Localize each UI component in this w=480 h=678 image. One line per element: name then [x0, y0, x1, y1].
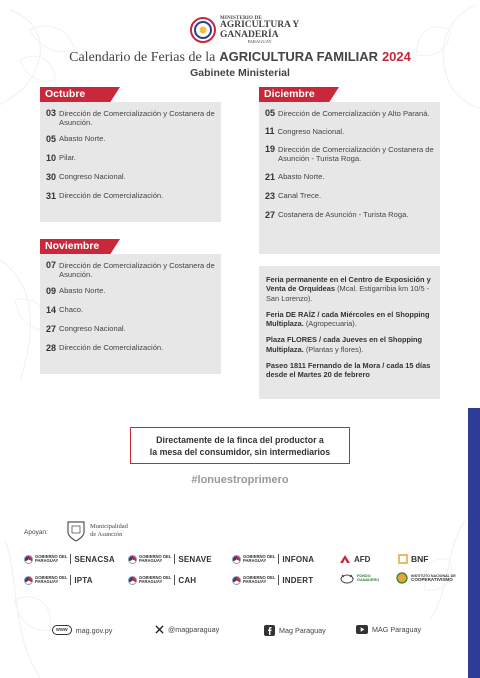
flower-decoration-icon	[420, 520, 470, 620]
title-serif-part: Calendario de Ferias de la	[69, 50, 216, 65]
month-label: Octubre	[45, 88, 86, 100]
list-item	[46, 260, 215, 280]
page-title	[0, 48, 480, 66]
bnf-logo-icon	[398, 554, 408, 564]
youtube-link[interactable]: MAG Paraguay	[372, 625, 422, 634]
list-item	[266, 361, 433, 380]
event-day: 07	[46, 260, 57, 270]
x-handle-link[interactable]: @magparaguay	[168, 625, 220, 634]
ministry-logo	[190, 16, 299, 45]
month-header-diciembre	[259, 87, 349, 102]
sponsor-infona	[232, 554, 314, 564]
slogan-line-2: la mesa del consumidor, sin intermediarios	[149, 447, 331, 457]
page-subtitle: Gabinete Ministerial	[190, 67, 290, 79]
list-item	[265, 108, 434, 118]
youtube-icon	[356, 625, 368, 634]
event-text: Costanera de Asunción - Turista Roga.	[278, 210, 409, 219]
event-day: 30	[46, 171, 57, 182]
list-item	[265, 210, 434, 220]
list-item	[46, 305, 215, 315]
event-day: 11	[265, 126, 275, 136]
list-item	[46, 324, 215, 334]
municipality-name-1: Municipalidad	[90, 523, 128, 530]
gov-label-2: PARAGUAY	[139, 558, 163, 563]
sponsor-senave	[128, 554, 212, 564]
event-text: Dirección de Comercialización.	[59, 343, 164, 352]
fair-detail: (Agropecuaria).	[305, 319, 357, 329]
municipality-logo	[66, 520, 128, 542]
event-text: Abasto Norte.	[59, 286, 106, 295]
sponsor-name-1: INSTITUTO NACIONAL DE	[411, 573, 456, 578]
event-day: 19	[265, 144, 276, 154]
footer-x[interactable]	[155, 625, 219, 634]
sponsor-fondo-ganadero	[340, 572, 379, 584]
event-day: 05	[265, 108, 276, 118]
event-text: Pilar.	[59, 153, 76, 162]
gov-label-2: PARAGUAY	[35, 558, 59, 563]
sponsor-cah	[128, 575, 196, 585]
list-item	[46, 108, 215, 128]
website-link[interactable]: mag.gov.py	[75, 625, 113, 635]
event-text: Congreso Nacional.	[277, 126, 345, 136]
fair-title: Feria permanente en el Centro de Exposición y Venta de Orquídeas	[266, 275, 431, 294]
sponsor-name: INDERT	[282, 575, 314, 585]
x-logo-icon	[155, 625, 164, 634]
month-box-noviembre	[40, 254, 221, 374]
event-day: 09	[46, 285, 57, 296]
gov-label-1: GOBIERNO DEL	[139, 553, 172, 559]
sponsor-name-2: GANADERO	[357, 578, 380, 582]
event-day: 28	[46, 342, 57, 353]
list-item	[46, 286, 215, 296]
cow-logo-icon	[340, 572, 354, 584]
title-year: 2024	[381, 49, 411, 64]
sponsor-name: IPTA	[74, 575, 93, 585]
sponsor-ipta	[24, 575, 93, 585]
side-accent-bar	[468, 408, 480, 678]
month-box-octubre	[40, 102, 221, 222]
sponsor-bnf	[398, 554, 428, 564]
apoyan-label: Apoyan:	[24, 529, 48, 536]
gov-label-1: GOBIERNO DEL	[35, 574, 68, 580]
list-item	[265, 191, 434, 201]
event-text: Dirección de Comercialización y Costanera de Asunción.	[59, 108, 215, 127]
sponsor-name: SENACSA	[74, 554, 115, 564]
event-day: 27	[265, 209, 276, 220]
month-header-noviembre	[40, 239, 130, 254]
permanent-fairs-box	[259, 266, 440, 399]
event-day: 03	[46, 108, 57, 118]
title-bold-part: AGRICULTURA FAMILIAR	[219, 49, 379, 64]
event-day: 23	[265, 190, 276, 201]
slogan-line-1: Directamente de la finca del productor a	[156, 435, 324, 445]
facebook-link[interactable]: Mag Paraguay	[279, 626, 326, 635]
footer-youtube[interactable]	[356, 625, 421, 634]
government-seal-icon	[232, 555, 241, 564]
slogan-box	[130, 427, 350, 464]
list-item	[46, 343, 215, 353]
event-day: 14	[46, 304, 57, 315]
event-day: 31	[46, 190, 57, 201]
event-day: 10	[46, 152, 57, 163]
sponsor-afd	[339, 554, 370, 564]
list-item	[46, 153, 215, 163]
list-item	[266, 310, 433, 329]
event-text: Chaco.	[59, 305, 84, 314]
web-icon: www	[52, 625, 72, 635]
sponsor-name-1: FONDO	[357, 573, 371, 578]
logo-line-4: PARAGUAY	[247, 39, 272, 44]
event-text: Abasto Norte.	[278, 172, 325, 181]
month-label: Diciembre	[264, 88, 315, 100]
fair-detail: (Plantas y flores).	[305, 344, 364, 354]
government-seal-icon	[232, 576, 241, 585]
list-item	[265, 126, 434, 136]
hashtag: #lonuestroprimero	[191, 474, 289, 486]
sponsor-name-2: COOPERATIVISMO	[411, 577, 453, 582]
month-box-diciembre	[259, 102, 440, 254]
sponsor-name: AFD	[354, 554, 371, 564]
paraguay-seal-icon	[190, 17, 216, 43]
footer-facebook[interactable]	[264, 625, 326, 636]
gov-label-2: PARAGUAY	[139, 579, 163, 584]
event-text: Congreso Nacional.	[59, 324, 126, 333]
sponsor-indert	[232, 575, 313, 585]
gov-label-1: GOBIERNO DEL	[243, 553, 276, 559]
footer-website[interactable]	[52, 625, 112, 635]
gov-label-1: GOBIERNO DEL	[243, 574, 276, 580]
event-text: Dirección de Comercialización y Alto Paraná.	[278, 108, 430, 118]
event-text: Dirección de Comercialización.	[59, 191, 164, 200]
event-text: Congreso Nacional.	[59, 172, 126, 181]
month-header-octubre	[40, 87, 130, 102]
municipality-seal-icon	[66, 520, 86, 542]
list-item	[266, 335, 433, 354]
event-day: 21	[265, 171, 276, 182]
gov-label-2: PARAGUAY	[35, 579, 59, 584]
list-item	[265, 144, 434, 164]
government-seal-icon	[128, 555, 137, 564]
government-seal-icon	[128, 576, 137, 585]
event-day: 27	[46, 323, 57, 334]
sponsor-name: SENAVE	[178, 554, 212, 564]
list-item	[46, 172, 215, 182]
gov-label-1: GOBIERNO DEL	[35, 553, 68, 559]
event-text: Canal Trece.	[278, 191, 322, 200]
incoop-logo-icon	[396, 572, 408, 584]
list-item	[46, 134, 215, 144]
event-day: 05	[46, 133, 57, 144]
gov-label-1: GOBIERNO DEL	[139, 574, 172, 580]
sponsor-senacsa	[24, 554, 115, 564]
fair-title: Plaza FLORES / cada Jueves en el Shopping Multiplaza.	[266, 335, 423, 354]
sponsor-name: CAH	[178, 575, 197, 585]
government-seal-icon	[24, 576, 33, 585]
municipality-name-2: de Asunción	[90, 531, 123, 538]
event-text: Dirección de Comercialización y Costanera de Asunción - Turista Roga.	[278, 144, 434, 163]
event-text: Dirección de Comercialización y Costanera de Asunción.	[59, 260, 215, 279]
fair-title: Paseo 1811 Fernando de la Mora / cada 15 días desde el Martes 20 de febrero	[266, 361, 431, 380]
month-label: Noviembre	[45, 240, 100, 252]
logo-line-1: MINISTERIO DE	[220, 16, 262, 21]
sponsor-name: BNF	[411, 554, 429, 564]
gov-label-2: PARAGUAY	[243, 579, 267, 584]
facebook-icon	[264, 625, 275, 636]
sponsor-incoop	[396, 572, 456, 584]
fair-detail: (Mcal. Estigarribia km 10/5 - San Lorenzo).	[266, 284, 430, 303]
list-item	[266, 275, 433, 303]
logo-line-2: AGRICULTURA Y	[220, 20, 300, 30]
afd-logo-icon	[339, 554, 351, 564]
government-seal-icon	[24, 555, 33, 564]
fair-title: Feria DE RAÍZ / cada Miércoles en el Shopping Multiplaza.	[266, 309, 430, 329]
logo-line-3: GANADERÍA	[220, 29, 279, 40]
sponsor-name: INFONA	[282, 554, 315, 564]
event-text: Abasto Norte.	[59, 134, 106, 143]
list-item	[265, 172, 434, 182]
list-item	[46, 191, 215, 201]
gov-label-2: PARAGUAY	[243, 558, 267, 563]
